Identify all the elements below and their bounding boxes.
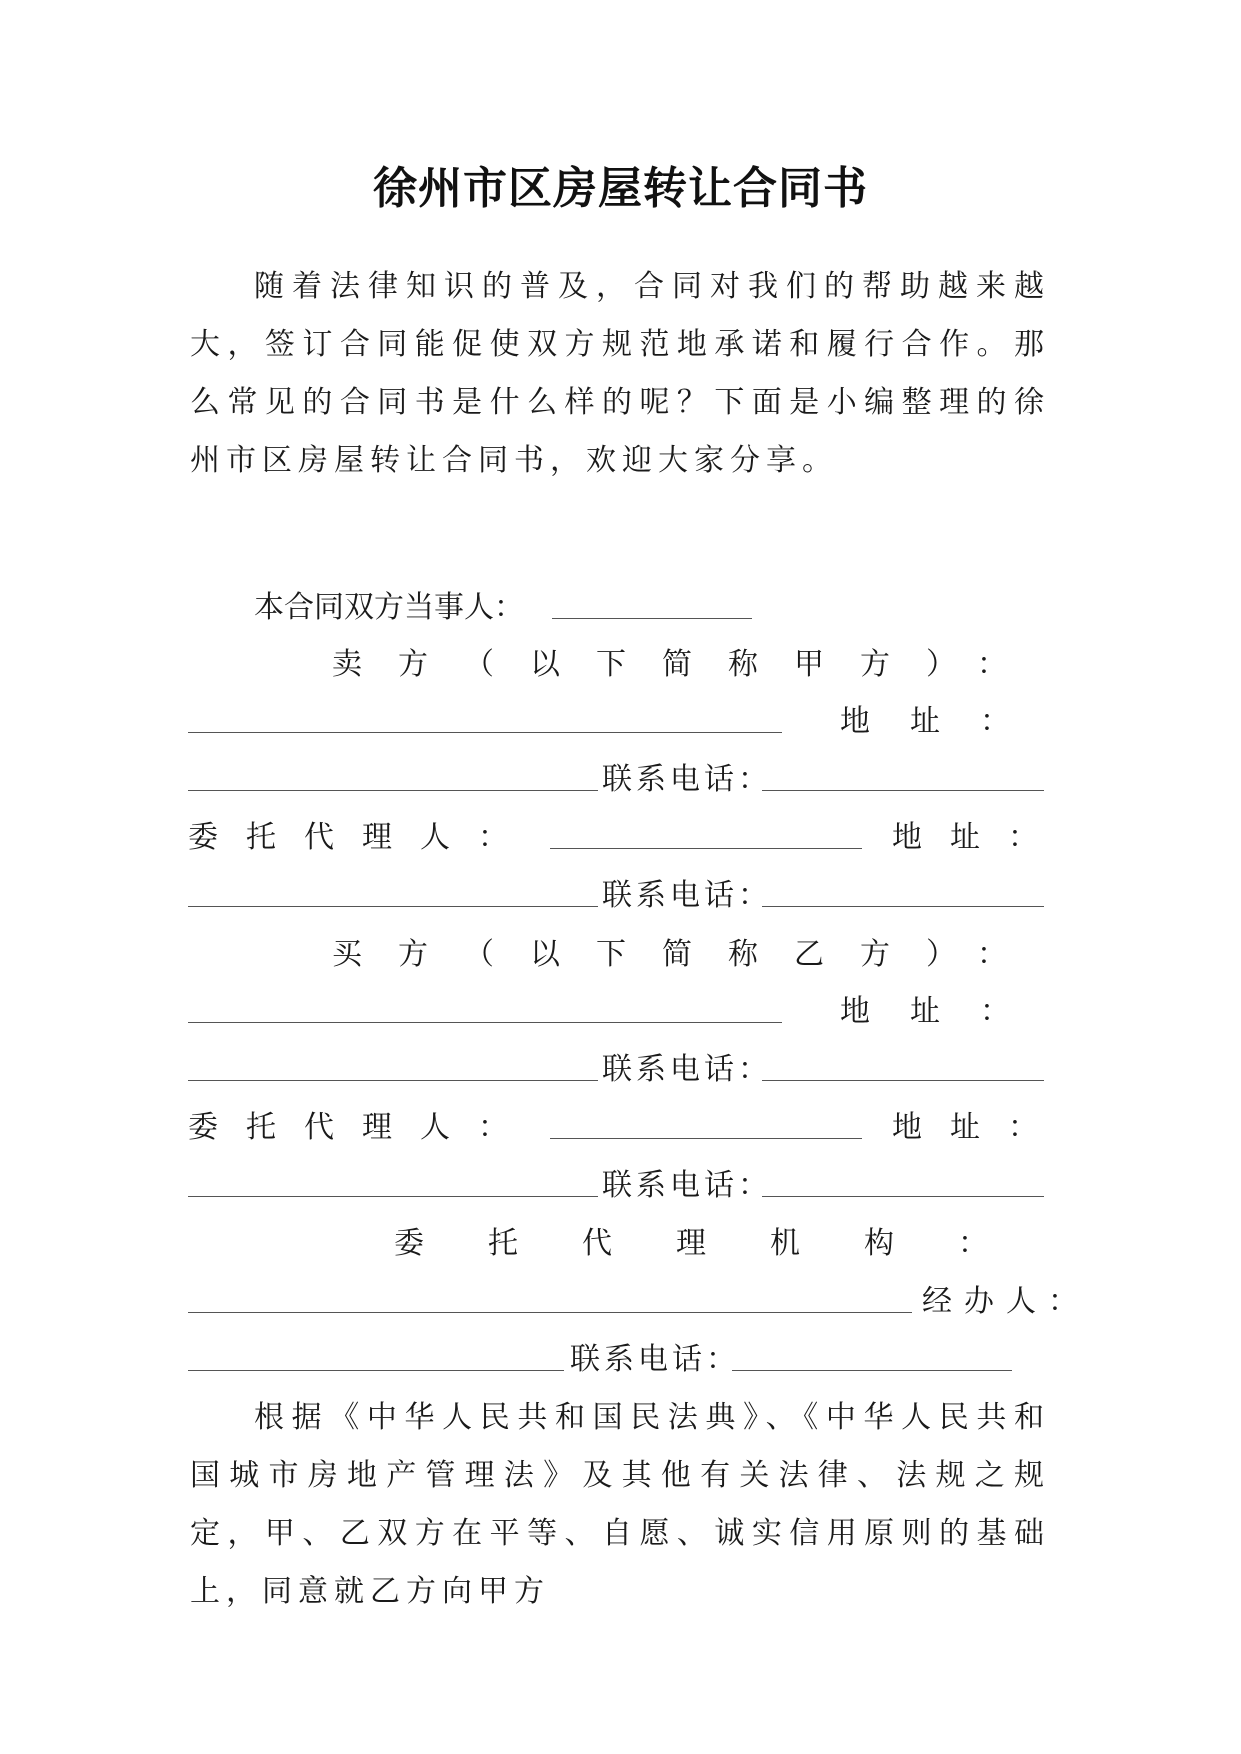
handler-phone-blank (732, 1370, 1012, 1371)
handler-phone-label: 联系电话： (570, 1342, 740, 1377)
parties-label: 本合同双方当事人： (254, 590, 524, 625)
agency-blank (188, 1312, 912, 1313)
buyer-label: 买方（以下简称乙方）： (332, 937, 1043, 972)
buyer-agent-label: 委托代理人： (188, 1110, 536, 1145)
buyer-agent-address-label: 地址： (892, 1110, 1066, 1145)
seller-agent-address-label: 地址： (892, 820, 1066, 855)
seller-agent-phone-blank (762, 906, 1044, 907)
document-title: 徐州市区房屋转让合同书 (373, 163, 868, 214)
seller-agent-phone-label: 联系电话： (602, 878, 772, 913)
seller-agent-address-blank (188, 906, 598, 907)
seller-agent-blank (550, 848, 862, 849)
seller-name-blank (188, 732, 782, 733)
seller-agent-label: 委托代理人： (188, 820, 536, 855)
handler-label: 经办人： (922, 1284, 1090, 1319)
buyer-phone-blank (762, 1080, 1044, 1081)
intro-paragraph: 随着法律知识的普及，合同对我们的帮助越来越大，签订合同能促使双方规范地承诺和履行合作。那么常见的合同书是什么样的呢？下面是小编整理的徐州市区房屋转让合同书，欢迎大家分享。 (190, 269, 1050, 478)
buyer-address-label: 地址： (840, 994, 1050, 1029)
seller-label-text: 卖方（以下简称甲方）： (332, 647, 1043, 682)
seller-address-blank (188, 790, 598, 791)
buyer-name-blank (188, 1022, 782, 1023)
seller-label (332, 645, 1043, 685)
buyer-address-blank (188, 1080, 598, 1081)
parties-blank (552, 618, 752, 619)
buyer-agent-phone-label: 联系电话： (602, 1168, 772, 1203)
buyer-phone-label: 联系电话： (602, 1052, 772, 1087)
seller-address-label: 地址： (840, 704, 1050, 739)
handler-blank (188, 1370, 564, 1371)
law-paragraph: 根据《中华人民共和国民法典》、《中华人民共和国城市房地产管理法》及其他有关法律、法规之规定，甲、乙双方在平等、自愿、诚实信用原则的基础上，同意就乙方向甲方 (190, 1400, 1050, 1609)
seller-phone-blank (762, 790, 1044, 791)
seller-phone-label: 联系电话： (602, 762, 772, 797)
buyer-agent-phone-blank (762, 1196, 1044, 1197)
buyer-agent-address-blank (188, 1196, 598, 1197)
buyer-agent-blank (550, 1138, 862, 1139)
agency-label: 委托代理机构： (394, 1226, 1052, 1261)
